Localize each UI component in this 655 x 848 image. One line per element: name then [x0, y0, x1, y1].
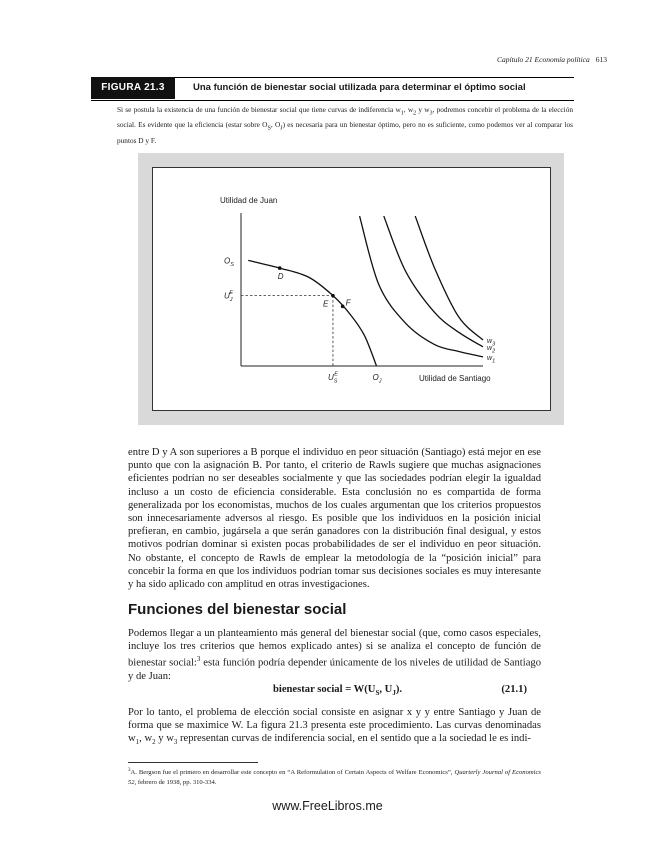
axis-mark-os: $O_S$ — [224, 256, 234, 268]
curve-label-w3: $w_3$ — [487, 337, 496, 348]
curve-frontera — [248, 260, 376, 366]
axis-mark-uj: $U_JE$ — [224, 290, 234, 304]
body-paragraph-2: Podemos llegar a un planteamiento más general del bienestar social (que, como casos especiales, incluye los tres criterios que hemos explicado antes) si se analiza el concepto de función de bienestar social:$^3$ esta función podría depender únicamente de los niveles de utilidad de Santiago y de Juan: — [128, 628, 541, 683]
point-F — [341, 305, 345, 309]
page-number: 613 — [595, 55, 607, 64]
watermark: www.FreeLibros.me — [272, 799, 383, 813]
running-head — [497, 55, 607, 64]
equation-text: bienestar social = $W(U_S$, $U_J$). — [273, 684, 403, 698]
point-label-F: F — [345, 298, 351, 308]
point-D — [278, 266, 282, 270]
figure-title: Una función de bienestar social utilizada para determinar el óptimo social — [193, 82, 526, 93]
equation-21-1 — [128, 684, 541, 698]
point-E — [331, 294, 335, 298]
curve-label-w1: $w_1$ — [487, 354, 496, 365]
footnote: $^3$A. Bergson fue el primero en desarrollar este concepto en “A Reformulation of Certain Aspects of Welfare Economics”, Quarterly Journal of Economics 52, febrero de 1938, pp. 310-334. — [128, 768, 541, 786]
chapter-title: Capítulo 21 Economía política — [497, 55, 590, 64]
section-heading: Funciones del bienestar social — [128, 601, 347, 618]
x-axis-label: Utilidad de Santiago — [419, 374, 491, 383]
axis-mark-us: $U_SE$ — [327, 371, 338, 385]
axis-mark-oj: $O_J$ — [372, 373, 382, 385]
y-axis-label: Utilidad de Juan — [220, 196, 278, 205]
footnote-rule — [128, 762, 258, 763]
figure-label: FIGURA 21.3 — [91, 77, 175, 99]
curve-w3 — [415, 216, 483, 340]
equation-number: (21.1) — [501, 684, 527, 695]
body-paragraph-1: entre D y A son superiores a B porque el individuo en peor situación (Santiago) está mejor en ese punto que con la asignación B. Por tanto, el criterio de Rawls sugiere que muchas asignaciones eficientes podrían no ser deseables socialmente y que las sociedades podrían elegir la igualdad incluso a un costo de eficiencia considerable. Esta conclusión no es compartida de forma generalizada por los economistas, muchos de los cuales argumentan que los criterios propuestos son innecesariamente adversos al riesgo. Es posible que los individuos en la posición inicial prefieran, en cambio, jugársela a que serán ganadores con la distribución final desigual, y estos motivos podrían dominar si existen pocas probabilidades de ser el individuo en peor situación. No obstante, el concepto de Rawls de emplear la metodología de la “posición inicial” para concebir la forma en que los individuos podrían tomar sus decisiones sociales es muy interesante y ha sido aplicado con amplitud en otras investigaciones. — [128, 447, 541, 591]
figure-caption: Si se postula la existencia de una función de bienestar social que tiene curvas de indiferencia $w_1$, $w_2$ y $w_3$, podremos concebir el problema de la elección social. Es evidente que la eficiencia (estar sobre $O_S$, $O_J$) es necesaria para un bienestar óptimo, pero no es suficiente, como podemos ver al comparar los puntos D y F. — [117, 105, 574, 145]
body-paragraph-3: Por lo tanto, el problema de elección social consiste en asignar x y y entre Santiago y Juan de forma que se maximice W. La figura 21.3 presenta este procedimiento. Las curvas denominadas $w_1$, $w_2$ y $w_3$ representan curvas de indiferencia social, en el sentido que a la sociedad le es indi- — [128, 707, 541, 747]
footnote-ref: 3 — [196, 655, 201, 664]
point-label-E: E — [322, 299, 329, 309]
curve-label-w2: $w_2$ — [487, 344, 496, 355]
chart-frame — [152, 167, 551, 411]
welfare-chart — [153, 168, 550, 410]
point-label-D: D — [277, 272, 284, 282]
